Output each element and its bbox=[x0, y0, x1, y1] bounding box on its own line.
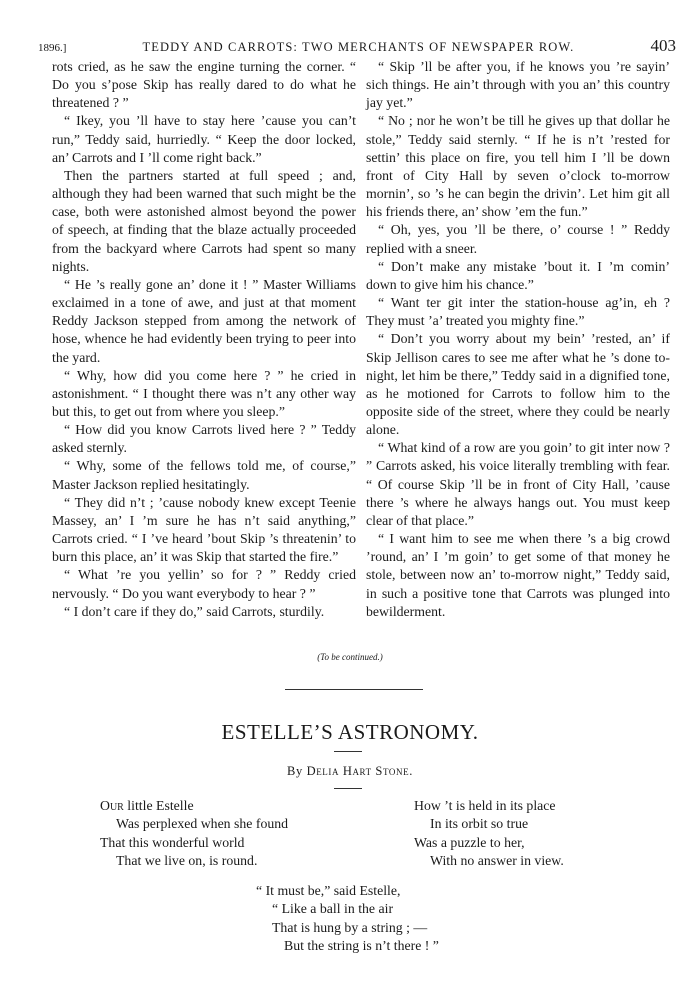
stanza-line: With no answer in view. bbox=[430, 852, 564, 868]
poem-stanza-3 bbox=[256, 882, 439, 955]
stanza-line: Was a puzzle to her, bbox=[414, 834, 525, 850]
title-rule bbox=[334, 751, 362, 752]
poem-stanza-2 bbox=[414, 797, 564, 870]
story-paragraph: “ Want ter git inter the station-house ag’in, eh ? They must ’a’ treated you mighty fine.” bbox=[366, 295, 670, 329]
story-paragraph: “ He ’s really gone an’ done it ! ” Master Williams exclaimed in a tone of awe, and just at that moment Reddy Jackson stepped from among the network of hose, whence he had evidently been trying to peer into the yard. bbox=[52, 276, 356, 365]
byline-rule bbox=[334, 788, 362, 789]
story-paragraph: “ Skip ’ll be after you, if he knows you ’re sayin’ sich things. He ain’t through with you an’ this country jay yet.” bbox=[366, 59, 670, 111]
stanza-line: But the string is n’t there ! ” bbox=[284, 937, 439, 953]
story-paragraph: “ How did you know Carrots lived here ? ” Teddy asked sternly. bbox=[52, 422, 356, 456]
stanza-line: Was perplexed when she found bbox=[116, 816, 289, 832]
stanza-line: Our little Estelle bbox=[100, 798, 194, 813]
poem-title: ESTELLE’S ASTRONOMY. bbox=[221, 720, 479, 744]
story-paragraph: “ Why, how did you come here ? ” he cried in astonishment. “ I thought there was n’t any other way but this, to get out from where you sleep.” bbox=[52, 367, 356, 419]
poem-byline bbox=[0, 764, 700, 779]
stanza-line: That we live on, is round. bbox=[116, 852, 258, 868]
story-paragraph: “ No ; nor he won’t be till he gives up that dollar he stole,” Teddy said sternly. “ If he is n’t ’rested for settin’ this place on fire, you tell him I ’ll be down front of City Hall by seven o’clock to-morrow mornin’, so ’s he can begin the drivin’. Let him git all his friends there, an’ show ’em the fun.” bbox=[366, 113, 670, 220]
story-paragraph: “ What ’re you yellin’ so for ? ” Reddy cried nervously. “ Do you want everybody to hear ? ” bbox=[52, 567, 356, 601]
story-paragraph: “ What kind of a row are you goin’ to git inter now ? ” Carrots asked, his voice literally trembling with fear. “ Of course Skip ’ll be in front of City Hall, ’cause there ’s where he always hangs out. You must keep clear of that place.” bbox=[366, 440, 670, 528]
section-divider bbox=[285, 689, 423, 690]
story-paragraph: “ They did n’t ; ’cause nobody knew except Teenie Massey, an’ I ’m sure he has n’t said anything,” Carrots cried. “ I ’ve heard ’bout Skip ’s threatenin’ to burn this place, an’ it was Skip that started the fire.” bbox=[52, 494, 356, 565]
left-column bbox=[52, 58, 356, 621]
story-paragraph: rots cried, as he saw the engine turning the corner. “ Do you s’pose Skip has really dared to do what he threatened ? ” bbox=[52, 59, 356, 111]
running-header bbox=[38, 36, 676, 56]
poem-stanza-1 bbox=[100, 797, 288, 870]
poem-author: Delia Hart Stone. bbox=[306, 764, 413, 778]
stanza-line: “ It must be,” said Estelle, bbox=[256, 883, 401, 898]
byline-prefix: By bbox=[287, 764, 303, 778]
story-paragraph: “ Ikey, you ’ll have to stay here ’cause you can’t run,” Teddy said, hurriedly. “ Keep the door locked, an’ Carrots and I ’ll come right back.” bbox=[52, 113, 356, 165]
header-year: 1896.] bbox=[38, 42, 67, 54]
story-paragraph: “ I want him to see me when there ’s a big crowd ’round, an’ I ’m goin’ to get some of that money he stole, between now an’ to-morrow night,” Teddy said, in such a positive tone that Carrots was plunged into bewilderment. bbox=[366, 531, 670, 619]
stanza-line: That is hung by a string ; — bbox=[272, 919, 428, 935]
story-paragraph: Then the partners started at full speed ; and, although they had been warned that such might be the case, both were astonished almost beyond the power of speech, at finding that the blaze actually proceeded from the backyard where Carrots had spent so many nights. bbox=[52, 167, 356, 274]
to-be-continued-note: (To be continued.) bbox=[317, 652, 383, 662]
stanza-line: How ’t is held in its place bbox=[414, 798, 556, 813]
story-paragraph: “ I don’t care if they do,” said Carrots, sturdily. bbox=[64, 603, 325, 619]
story-paragraph: “ Don’t you worry about my bein’ ’rested, an’ if Skip Jellison cares to see me after what he ’s done to-night, let him be there,” Teddy said in a dignified tone, as he motioned for Carrots to follow him to the opposite side of the street, where they could be nearly alone. bbox=[366, 331, 670, 438]
stanza-line: In its orbit so true bbox=[430, 816, 529, 832]
story-paragraph: “ Oh, yes, you ’ll be there, o’ course ! ” Reddy replied with a sneer. bbox=[366, 222, 670, 256]
story-paragraph: “ Why, some of the fellows told me, of course,” Master Jackson replied hesitatingly. bbox=[52, 458, 356, 492]
stanza-line: That this wonderful world bbox=[100, 834, 245, 850]
story-columns bbox=[52, 58, 670, 621]
story-paragraph: “ Don’t make any mistake ’bout it. I ’m comin’ down to give him his chance.” bbox=[366, 258, 670, 292]
right-column bbox=[366, 58, 670, 621]
header-title: TEDDY AND CARROTS: TWO MERCHANTS OF NEWSPAPER ROW. bbox=[142, 40, 575, 54]
stanza-first-word: Our bbox=[100, 798, 124, 813]
page-number: 403 bbox=[650, 36, 676, 55]
stanza-line: “ Like a ball in the air bbox=[272, 901, 394, 917]
